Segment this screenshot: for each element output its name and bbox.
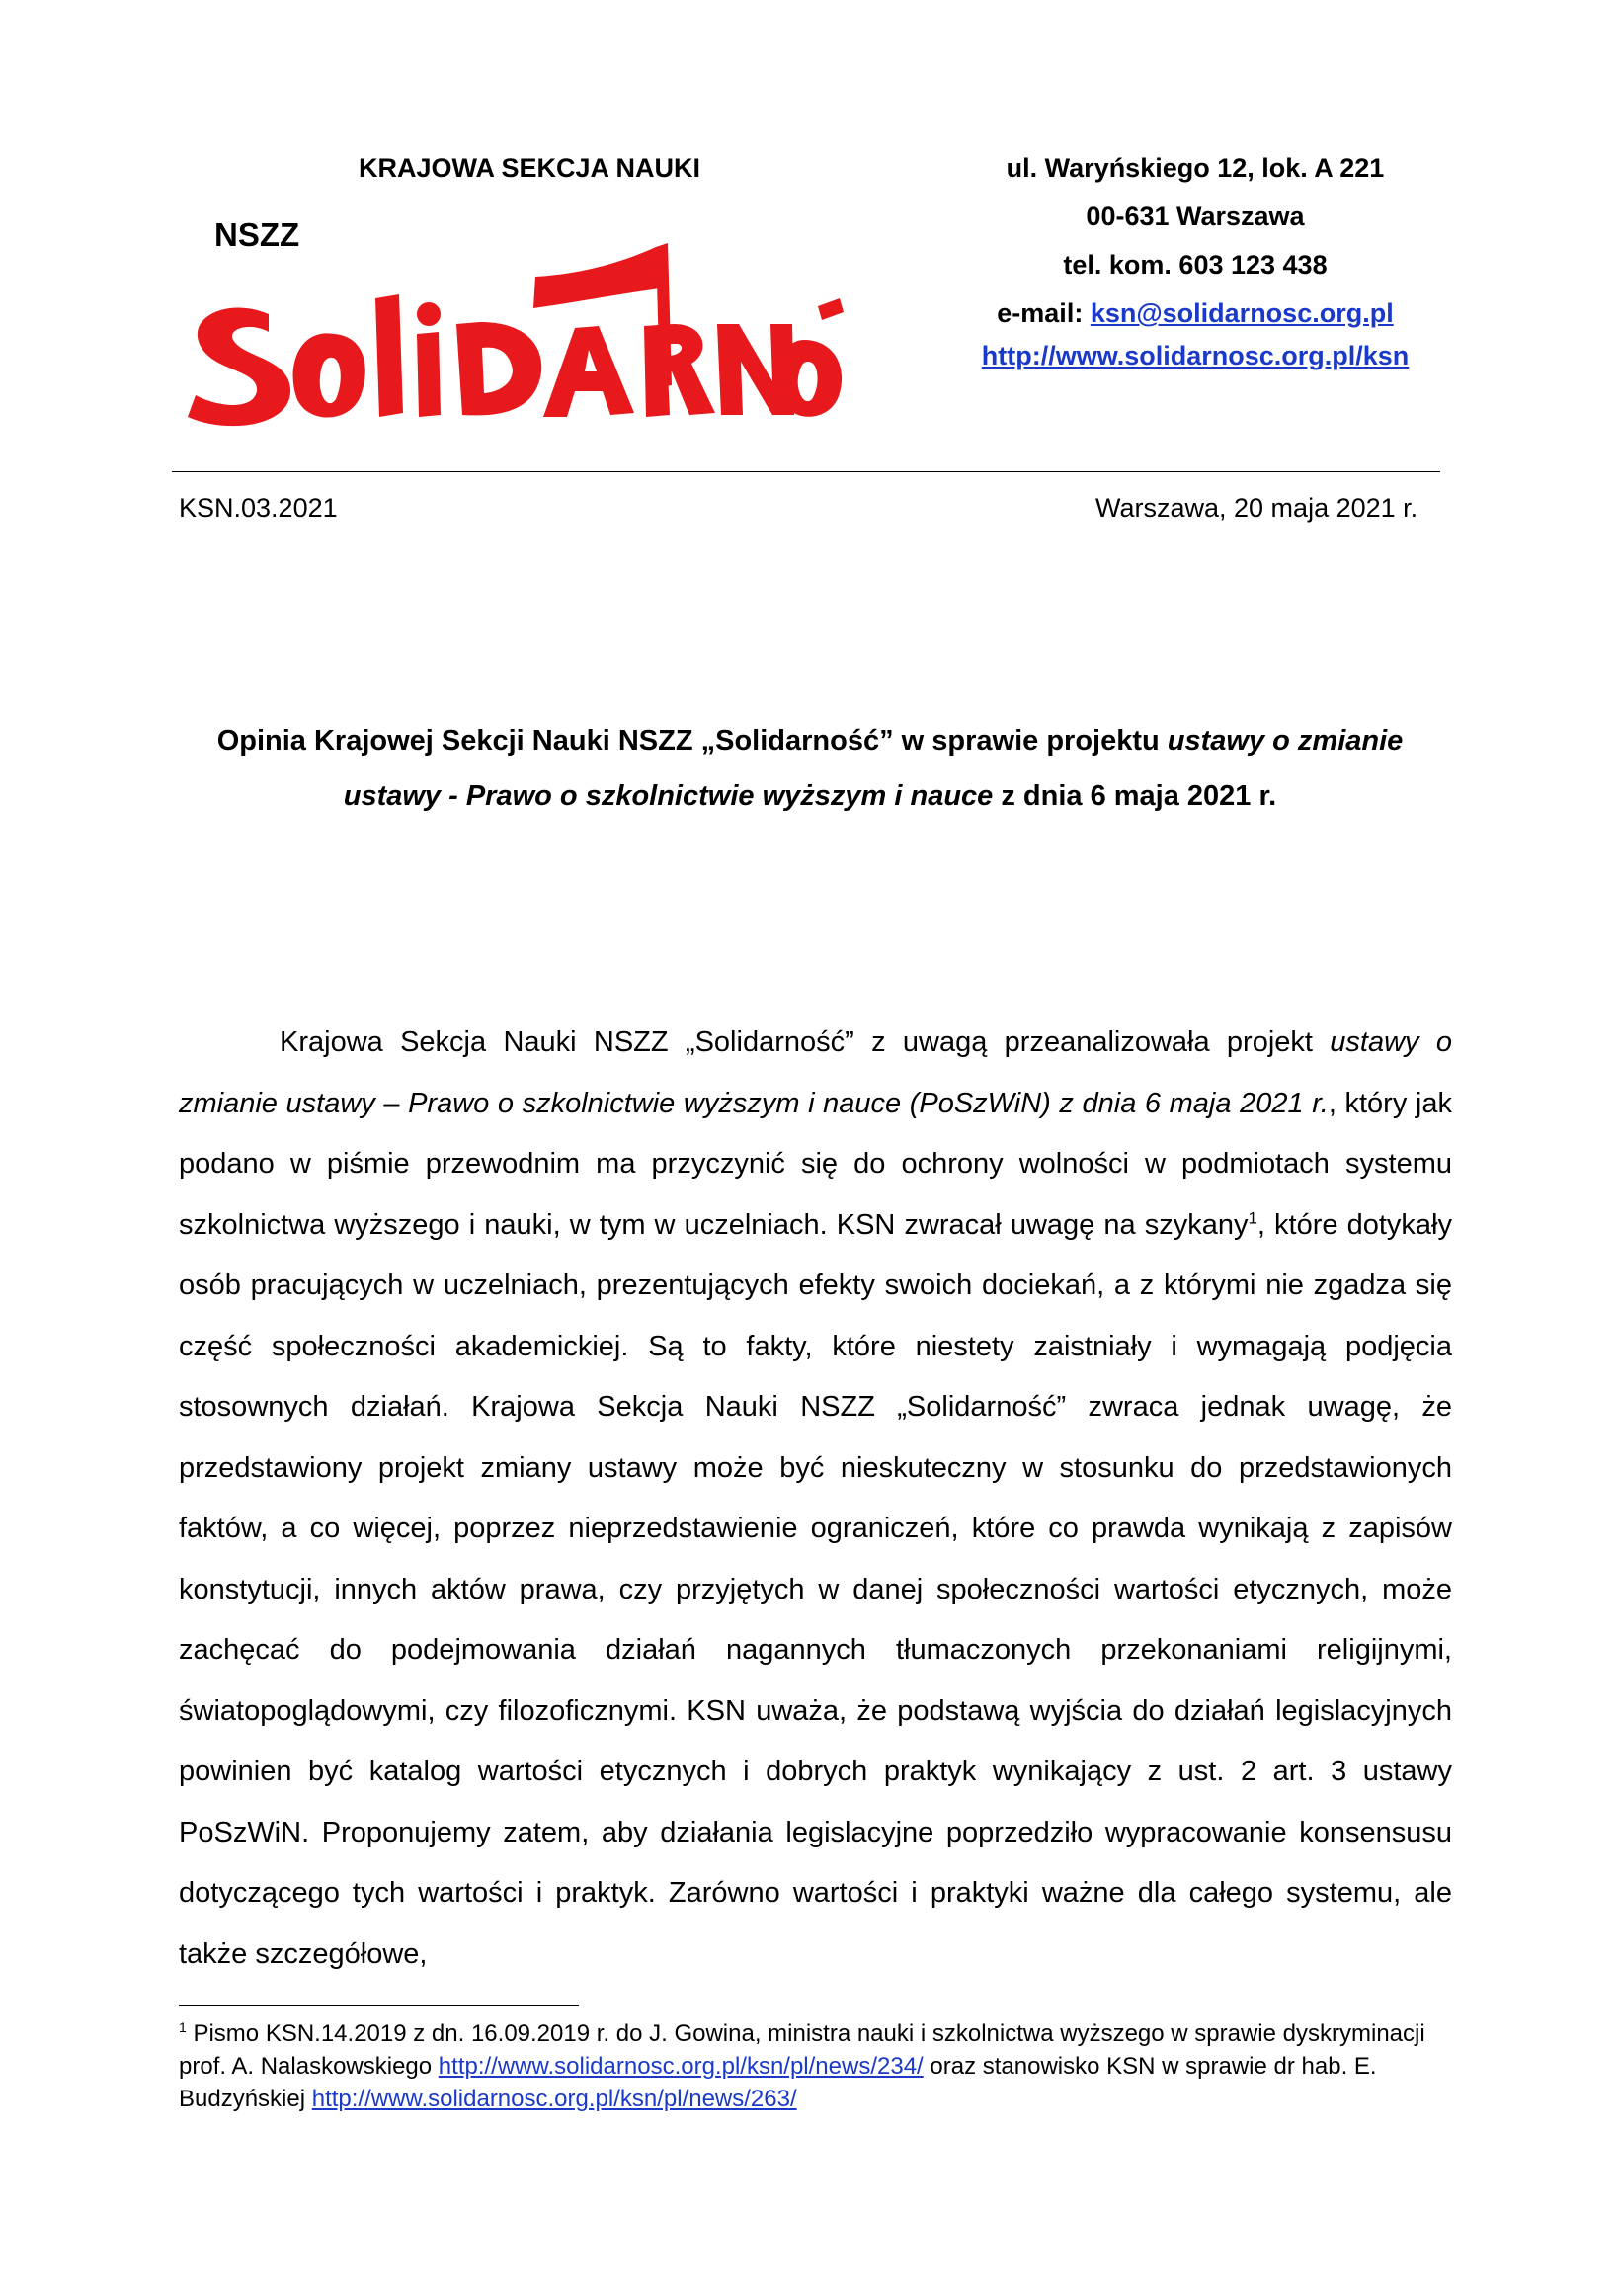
body-paragraph: [179, 1013, 1452, 1985]
website-line: [909, 341, 1482, 371]
document-title: [178, 713, 1442, 824]
org-name: KRAJOWA SEKCJA NAUKI: [359, 153, 701, 183]
logo-prefix: NSZZ: [214, 216, 300, 253]
reference-number: KSN.03.2021: [179, 493, 338, 523]
footnote-reference[interactable]: 1: [1248, 1207, 1257, 1227]
footnote-text-2: oraz stanowisko KSN w sprawie dr hab. E. Budzyńskiej: [179, 2053, 1377, 2112]
email-link[interactable]: ksn@solidarnosc.org.pl: [1090, 298, 1394, 328]
body-act-title: ustawy o zmianie ustawy – Prawo o szkolnictwie wyższym i nauce (PoSzWiN) z dnia 6 maja 2021 r.: [179, 1026, 1452, 1119]
address-line-1: ul. Waryńskiego 12, lok. A 221: [1006, 153, 1385, 183]
website-link[interactable]: http://www.solidarnosc.org.pl/ksn: [981, 341, 1410, 370]
address-line-2: 00-631 Warszawa: [1086, 202, 1305, 231]
footnote-mark: 1: [179, 2019, 187, 2035]
email-label: e-mail:: [997, 298, 1091, 328]
email-line: [909, 298, 1482, 329]
footnote-link-2[interactable]: http://www.solidarnosc.org.pl/ksn/pl/news/263/: [311, 2086, 797, 2112]
title-part-1: Opinia Krajowej Sekcji Nauki NSZZ „Solidarność” w sprawie projektu: [216, 725, 1168, 757]
place-date: Warszawa, 20 maja 2021 r.: [1095, 493, 1418, 523]
body-sentence-1: Krajowa Sekcja Nauki NSZZ „Solidarność” z uwagą przeanalizowała projekt: [280, 1026, 1331, 1058]
body-sentence-2: , który jak podano w piśmie przewodnim ma przyczynić się do ochrony wolności w podmiotach systemu szkolnictwa wyższego i nauki, w tym w uczelniach. KSN zwracał uwagę na szykany: [179, 1087, 1452, 1241]
body-text: [179, 1013, 1452, 1985]
title-part-3: z dnia 6 maja 2021 r.: [993, 780, 1277, 812]
footnote-link-1[interactable]: http://www.solidarnosc.org.pl/ksn/pl/news/234/: [438, 2053, 924, 2080]
phone-number: tel. kom. 603 123 438: [1063, 250, 1328, 280]
footnote-divider: [179, 2005, 579, 2006]
title-part-2: ustawy o zmianie ustawy - Prawo o szkolnictwie wyższym i nauce: [343, 725, 1404, 812]
solidarnosc-logo: [188, 237, 851, 430]
header-divider: [172, 471, 1440, 472]
footnote: [179, 2017, 1443, 2115]
footnote-text-1: Pismo KSN.14.2019 z dn. 16.09.2019 r. do J. Gowina, ministra nauki i szkolnictwa wyższego w sprawie dyskryminacji prof. A. Nalaskowskiego: [179, 2020, 1425, 2080]
body-sentence-3: , które dotykały osób pracujących w uczelniach, prezentujących efekty swoich dociekań, a z którymi nie zgadza się część społeczności akademickiej. Są to fakty, które niestety zaistniały i wymagają podjęcia stosownych działań. Krajowa Sekcja Nauki NSZZ „Solidarność” zwraca jednak uwagę, że przedstawiony projekt zmiany ustawy może być nieskuteczny w stosunku do przedstawionych faktów, a co więcej, poprzez nieprzedstawienie ograniczeń, które co prawda wynikają z zapisów konstytucji, innych aktów prawa, czy przyjętych w danej społeczności wartości etycznych, może zachęcać do podejmowania działań nagannych tłumaczonych przekonaniami religijnymi, światopoglądowymi, czy filozoficznymi. KSN uważa, że podstawą wyjścia do działań legislacyjnych powinien być katalog wartości etycznych i dobrych praktyk wynikający z ust. 2 art. 3 ustawy PoSzWiN. Proponujemy zatem, aby działania legislacyjne poprzedziło wypracowanie konsensusu dotyczącego tych wartości i praktyk. Zarówno wartości i praktyki ważne dla całego systemu, ale także szczegółowe,: [179, 1208, 1452, 1970]
